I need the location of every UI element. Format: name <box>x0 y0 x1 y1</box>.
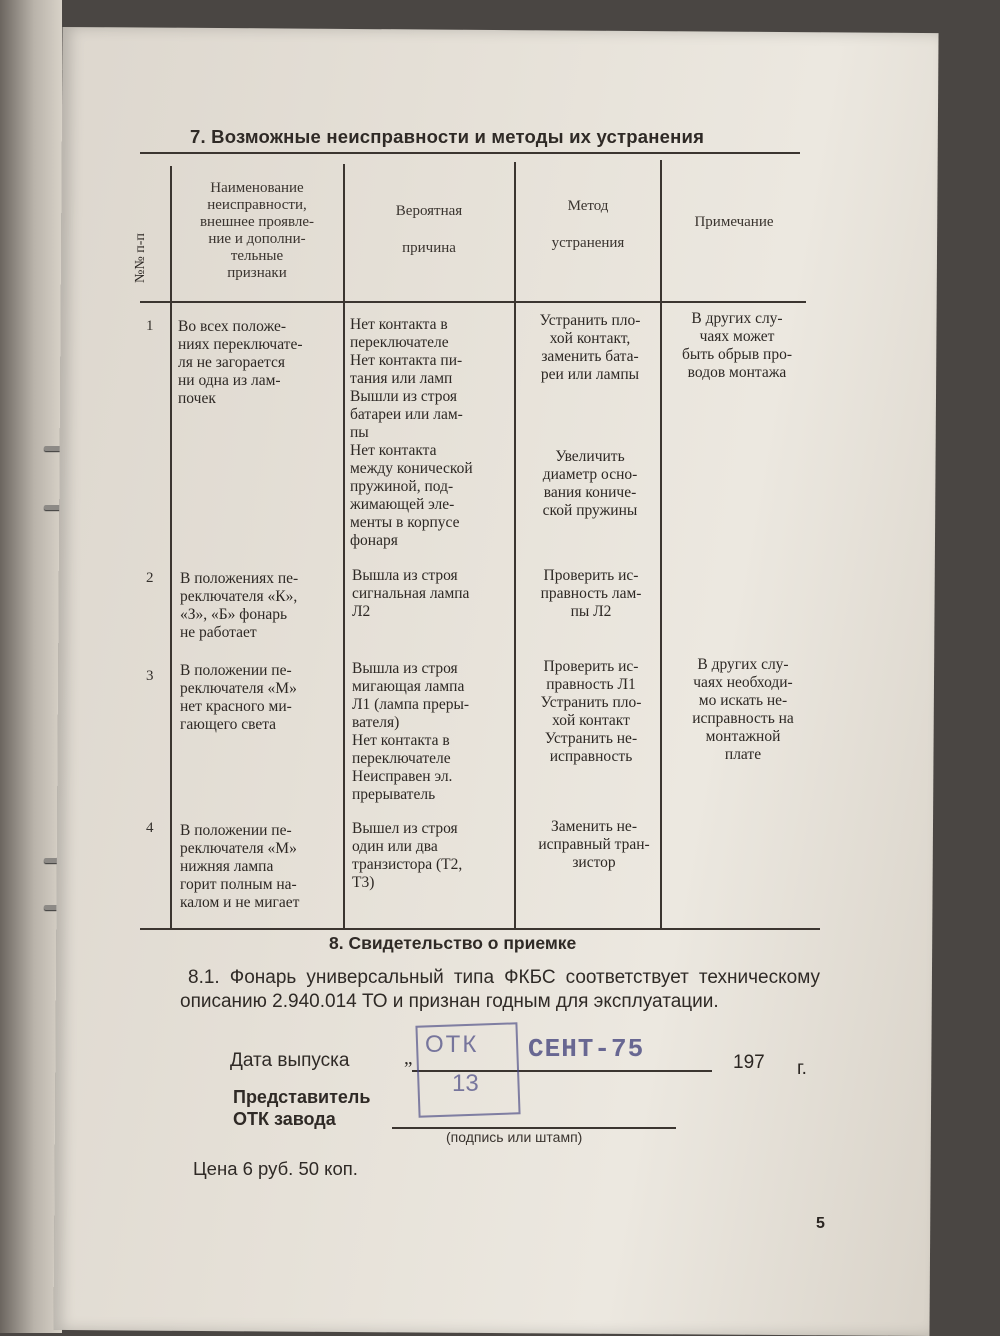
paragraph-8-1: 8.1. Фонарь универсальный типа ФКБС соответствует техническому описанию 2.940.014 ТО и признан годным для эксплуатации. <box>180 967 820 1012</box>
row-2-number: 2 <box>146 570 154 586</box>
header-method: Метод устранения <box>551 198 625 251</box>
section-7-title: 7. Возможные неисправности и методы их устранения <box>190 126 705 147</box>
otk-representative-label: Представитель ОТК завода <box>233 1087 371 1129</box>
section-8-title: 8. Свидетельство о приемке <box>329 933 577 953</box>
row-3-cause: Вышла из строя мигающая лампа Л1 (лампа преры- вателя) Нет контакта в переключателе Неисправен эл. прерыватель <box>352 660 470 803</box>
row-3-number: 3 <box>146 668 154 684</box>
header-fault: Наименование неисправности, внешнее проявле- ние и дополни- тельные признаки <box>199 180 315 281</box>
row-4-number: 4 <box>146 820 154 836</box>
header-cause: Вероятная причина <box>395 203 463 256</box>
header-note: Примечание <box>694 214 774 230</box>
previous-page-edge <box>0 0 62 1333</box>
year-suffix: г. <box>797 1058 807 1079</box>
row-2-method: Проверить ис- правность лам- пы Л2 <box>540 567 642 620</box>
date-quote: „ <box>404 1048 413 1069</box>
row-4-fault: В положении пе- реключателя «М» нижняя лампа горит полным на- калом и не мигает <box>180 822 300 911</box>
row-3-fault: В положении пе- реключателя «М» нет красного ми- гающего света <box>180 662 297 733</box>
issue-date-label: Дата выпуска <box>230 1050 350 1071</box>
date-stamp: СЕНТ-75 <box>528 1034 645 1064</box>
row-1-note: В других слу- чаях может быть обрыв про- водов монтажа <box>682 310 792 381</box>
row-1-fault: Во всех положе- ниях переключате- ля не загорается ни одна из лам- почек <box>178 318 303 407</box>
signature-caption: (подпись или штамп) <box>446 1129 583 1145</box>
row-2-fault: В положениях пе- реключателя «К», «З», «Б» фонарь не работает <box>180 570 299 641</box>
year-prefix: 197 <box>733 1052 765 1073</box>
header-number: №№ п-п <box>133 233 148 283</box>
row-4-method: Заменить не- исправный тран- зистор <box>538 818 650 871</box>
row-1-number: 1 <box>146 318 154 334</box>
row-1-method: Устранить пло- хой контакт, заменить бата- реи или лампы Увеличить диаметр осно- вания кониче- ской пружины <box>539 312 641 519</box>
row-3-method: Проверить ис- правность Л1 Устранить пло- хой контакт Устранить не- исправность <box>540 658 642 765</box>
otk-stamp-label: ОТК <box>425 1031 479 1058</box>
row-3-note: В других слу- чаях необходи- мо искать не- исправность на монтажной плате <box>692 656 794 763</box>
page-number: 5 <box>816 1215 825 1232</box>
otk-stamp-number: 13 <box>452 1070 479 1097</box>
row-4-cause: Вышел из строя один или два транзистора (Т2, Т3) <box>352 820 463 891</box>
price: Цена 6 руб. 50 коп. <box>193 1158 358 1179</box>
row-1-cause: Нет контакта в переключателе Нет контакта пи- тания или ламп Вышли из строя батареи или лам- пы Нет контакта между конической пружиной, под- жимающей эле- менты в корпусе фонаря <box>350 316 473 549</box>
row-2-cause: Вышла из строя сигнальная лампа Л2 <box>352 567 470 620</box>
